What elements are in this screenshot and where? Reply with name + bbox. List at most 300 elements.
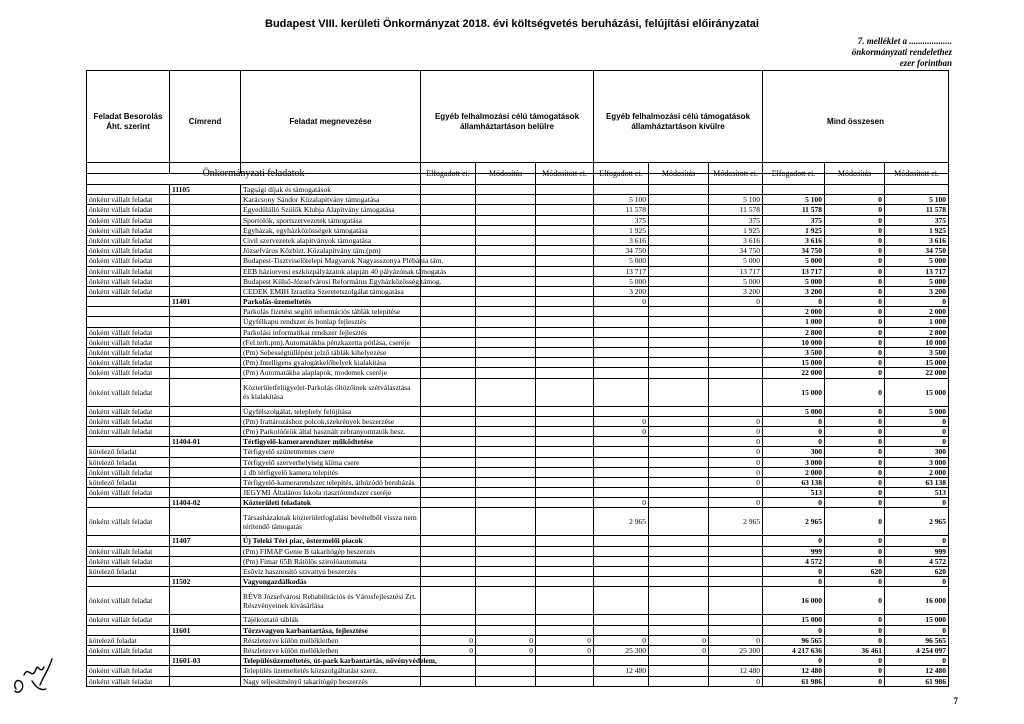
row-value-7: 999	[763, 546, 825, 556]
row-cimrend	[170, 235, 241, 245]
row-value-1	[421, 546, 476, 556]
row-value-1: 0	[421, 635, 476, 645]
row-task-name: Közterületi feladatok	[241, 498, 421, 508]
row-value-3	[536, 556, 594, 566]
row-classification: önként vállalt feladat	[87, 276, 170, 286]
header-allamhaztartason-kivulre: Egyéb felhalmozási célú támogatások államháztartáson kívülre	[594, 71, 763, 174]
row-value-9: 0	[885, 536, 949, 546]
row-value-7: 1 925	[763, 225, 825, 235]
row-cimrend	[170, 256, 241, 266]
row-value-5	[649, 307, 709, 317]
row-value-8: 0	[825, 577, 885, 587]
row-value-3	[536, 266, 594, 276]
row-value-4: 5 000	[594, 276, 649, 286]
row-value-5	[649, 426, 709, 436]
row-value-8: 0	[825, 437, 885, 447]
table-row	[87, 256, 949, 266]
row-value-4: 34 750	[594, 246, 649, 256]
row-task-name: Társasházaknak közterületfoglalási bevételből vissza nem térítendő támogatás	[241, 508, 421, 536]
header-table	[86, 70, 949, 174]
row-value-6: 0	[709, 437, 763, 447]
row-value-7: 0	[763, 625, 825, 635]
row-value-2	[476, 276, 536, 286]
row-cimrend	[170, 348, 241, 358]
row-classification: önként vállalt feladat	[87, 508, 170, 536]
row-value-4: 3 616	[594, 235, 649, 245]
table-row	[87, 225, 949, 235]
row-value-1	[421, 337, 476, 347]
row-value-9: 0	[885, 625, 949, 635]
row-cimrend	[170, 246, 241, 256]
row-cimrend	[170, 645, 241, 655]
row-value-5	[649, 378, 709, 406]
row-value-4	[594, 546, 649, 556]
row-value-8: 0	[825, 676, 885, 686]
table-row	[87, 266, 949, 276]
row-value-5	[649, 457, 709, 467]
row-value-4: 5 000	[594, 256, 649, 266]
row-value-2	[476, 546, 536, 556]
row-value-7: 2 000	[763, 307, 825, 317]
row-value-3	[536, 536, 594, 546]
row-value-3	[536, 317, 594, 327]
row-value-4	[594, 587, 649, 615]
row-value-1	[421, 358, 476, 368]
row-cimrend	[170, 195, 241, 205]
row-value-5	[649, 327, 709, 337]
table-row	[87, 215, 949, 225]
row-value-2	[476, 368, 536, 378]
row-value-9: 2 965	[885, 508, 949, 536]
row-value-1	[421, 457, 476, 467]
row-value-2	[476, 307, 536, 317]
row-value-4: 0	[594, 635, 649, 645]
row-value-3	[536, 477, 594, 487]
row-value-2	[476, 337, 536, 347]
row-value-9: 5 000	[885, 276, 949, 286]
row-value-4	[594, 488, 649, 498]
row-value-1	[421, 666, 476, 676]
row-classification: kötelező feladat	[87, 635, 170, 645]
row-cimrend	[170, 215, 241, 225]
row-value-5	[649, 656, 709, 666]
row-value-2	[476, 587, 536, 615]
row-value-2	[476, 358, 536, 368]
row-classification: önként vállalt feladat	[87, 546, 170, 556]
row-value-2	[476, 416, 536, 426]
row-value-6	[709, 577, 763, 587]
row-value-1	[421, 615, 476, 625]
row-classification	[87, 625, 170, 635]
table-row	[87, 457, 949, 467]
row-value-5	[649, 317, 709, 327]
row-value-9: 2 000	[885, 467, 949, 477]
row-task-name: Település üzemeltetés közszolgáltatást szerz.	[241, 666, 421, 676]
row-value-6: 3 200	[709, 286, 763, 296]
row-value-7: 11 578	[763, 205, 825, 215]
row-cimrend	[170, 276, 241, 286]
row-value-1	[421, 437, 476, 447]
row-classification	[87, 437, 170, 447]
row-classification: önként vállalt feladat	[87, 327, 170, 337]
row-cimrend	[170, 508, 241, 536]
row-value-5	[649, 577, 709, 587]
row-value-5	[649, 235, 709, 245]
table-row	[87, 235, 949, 245]
row-value-2	[476, 225, 536, 235]
row-value-5	[649, 358, 709, 368]
row-value-8: 0	[825, 368, 885, 378]
row-value-5	[649, 215, 709, 225]
row-cimrend	[170, 225, 241, 235]
row-value-8: 0	[825, 587, 885, 615]
row-value-7: 16 000	[763, 587, 825, 615]
row-value-4	[594, 676, 649, 686]
row-value-9: 1 925	[885, 225, 949, 235]
row-classification: önként vállalt feladat	[87, 256, 170, 266]
row-cimrend	[170, 406, 241, 416]
row-value-8: 0	[825, 615, 885, 625]
row-classification	[87, 498, 170, 508]
table-row	[87, 635, 949, 645]
section-row	[87, 625, 949, 635]
header-feladat-besorolas: Feladat Besorolás Áht. szerint	[87, 71, 170, 174]
row-value-8: 0	[825, 467, 885, 477]
table-row	[87, 447, 949, 457]
row-value-1	[421, 577, 476, 587]
row-value-7: 61 986	[763, 676, 825, 686]
row-value-9: 999	[885, 546, 949, 556]
row-value-4	[594, 567, 649, 577]
row-value-4: 375	[594, 215, 649, 225]
row-value-3	[536, 215, 594, 225]
row-value-4	[594, 457, 649, 467]
row-value-8: 0	[825, 225, 885, 235]
row-value-3	[536, 457, 594, 467]
col-modositott-3: Módosított ei.	[885, 163, 949, 185]
column-header-row	[87, 163, 949, 185]
row-value-9: 15 000	[885, 378, 949, 406]
row-value-2	[476, 615, 536, 625]
row-classification: önként vállalt feladat	[87, 615, 170, 625]
col-modositas-1: Módosítás	[476, 163, 536, 185]
row-value-8: 0	[825, 416, 885, 426]
col-elfogadott-2: Elfogadott ei.	[594, 163, 649, 185]
table-row	[87, 508, 949, 536]
row-value-2	[476, 286, 536, 296]
row-classification: önként vállalt feladat	[87, 348, 170, 358]
row-task-name: Térfigyelő szerverhelyiség klíma csere	[241, 457, 421, 467]
row-value-7: 3 500	[763, 348, 825, 358]
row-value-7: 10 000	[763, 337, 825, 347]
row-value-6	[709, 546, 763, 556]
row-value-6	[709, 337, 763, 347]
row-value-9	[885, 185, 949, 195]
row-task-name: Nagy teljesítményű takarítógép beszerzés	[241, 676, 421, 686]
row-cimrend	[170, 307, 241, 317]
row-value-8: 0	[825, 327, 885, 337]
row-value-4: 25 300	[594, 645, 649, 655]
row-classification: önként vállalt feladat	[87, 358, 170, 368]
row-value-5	[649, 467, 709, 477]
row-value-1	[421, 307, 476, 317]
row-cimrend	[170, 327, 241, 337]
document-title: Budapest VIII. kerületi Önkormányzat 2018. évi költségvetés beruházási, felújítási előirányzatai	[265, 18, 759, 30]
row-value-7: 5 000	[763, 256, 825, 266]
row-value-2	[476, 536, 536, 546]
row-value-1	[421, 508, 476, 536]
row-classification	[87, 577, 170, 587]
row-value-1	[421, 587, 476, 615]
row-cimrend	[170, 358, 241, 368]
row-value-2	[476, 348, 536, 358]
row-task-name: Közterületfelügyelet-Parkolás öltözőinek szétválasztása és kialakítása	[241, 378, 421, 406]
row-value-1	[421, 205, 476, 215]
row-value-8: 0	[825, 307, 885, 317]
row-value-2	[476, 567, 536, 577]
row-value-7: 0	[763, 536, 825, 546]
row-value-7: 300	[763, 447, 825, 457]
row-value-1: 0	[421, 645, 476, 655]
row-task-name: Új Teleki Téri piac, östermelői piacok	[241, 536, 421, 546]
row-value-2: 0	[476, 645, 536, 655]
header-cimrend: Címrend	[170, 71, 241, 174]
row-classification: kötelező feladat	[87, 447, 170, 457]
row-value-9: 300	[885, 447, 949, 457]
row-value-8: 0	[825, 508, 885, 536]
row-task-name: Karácsony Sándor Közalapítvány támogatása	[241, 195, 421, 205]
row-value-5	[649, 498, 709, 508]
row-value-6: 0	[709, 416, 763, 426]
table-row	[87, 246, 949, 256]
row-task-name: Térfigyelő-kamerarendszer működtetése	[241, 437, 421, 447]
row-cimrend: 11401	[170, 297, 241, 307]
row-value-6: 375	[709, 215, 763, 225]
row-classification: önként vállalt feladat	[87, 246, 170, 256]
budget-table	[86, 162, 949, 687]
table-row	[87, 587, 949, 615]
table-row	[87, 358, 949, 368]
row-classification: önként vállalt feladat	[87, 205, 170, 215]
row-value-4: 2 965	[594, 508, 649, 536]
row-task-name: (Pm) Parkolóőrök által használt zebranyomtatók besz.	[241, 426, 421, 436]
row-value-8: 0	[825, 266, 885, 276]
row-value-8: 0	[825, 337, 885, 347]
row-value-4: 12 480	[594, 666, 649, 676]
row-value-7: 0	[763, 437, 825, 447]
row-classification: önként vállalt feladat	[87, 666, 170, 676]
row-value-7: 0	[763, 656, 825, 666]
row-value-1	[421, 327, 476, 337]
row-value-6: 0	[709, 297, 763, 307]
row-value-6	[709, 378, 763, 406]
row-cimrend	[170, 266, 241, 276]
row-value-4	[594, 467, 649, 477]
row-task-name: Térfigyelő-kamerarendszer telepítés, áthúzódó beruházás	[241, 477, 421, 487]
row-task-name: Parkolás fizetést segítő információs táblák telepítése	[241, 307, 421, 317]
row-value-2	[476, 426, 536, 436]
row-cimrend: 11502	[170, 577, 241, 587]
row-value-2	[476, 656, 536, 666]
row-value-4: 0	[594, 498, 649, 508]
row-value-1	[421, 317, 476, 327]
row-cimrend	[170, 556, 241, 566]
row-value-3	[536, 447, 594, 457]
row-task-name: Tájékoztató táblák	[241, 615, 421, 625]
row-value-5	[649, 256, 709, 266]
row-value-9: 620	[885, 567, 949, 577]
row-value-7: 3 000	[763, 457, 825, 467]
row-value-4	[594, 337, 649, 347]
table-row	[87, 276, 949, 286]
row-value-4	[594, 307, 649, 317]
row-value-4	[594, 577, 649, 587]
table-row	[87, 195, 949, 205]
row-value-1	[421, 447, 476, 457]
row-value-3	[536, 368, 594, 378]
row-value-3	[536, 625, 594, 635]
row-value-5	[649, 297, 709, 307]
row-value-9: 0	[885, 498, 949, 508]
row-value-3	[536, 615, 594, 625]
row-value-3	[536, 508, 594, 536]
row-value-4: 11 578	[594, 205, 649, 215]
row-classification: önként vállalt feladat	[87, 266, 170, 276]
row-value-3	[536, 437, 594, 447]
row-value-1	[421, 297, 476, 307]
row-value-1	[421, 225, 476, 235]
row-cimrend	[170, 666, 241, 676]
row-classification	[87, 536, 170, 546]
row-cimrend: 11404-02	[170, 498, 241, 508]
row-cimrend	[170, 337, 241, 347]
row-value-2	[476, 297, 536, 307]
row-value-6: 34 750	[709, 246, 763, 256]
row-value-6	[709, 488, 763, 498]
col-modositas-2: Módosítás	[649, 163, 709, 185]
col-elfogadott-1: Elfogadott ei.	[421, 163, 476, 185]
row-cimrend	[170, 457, 241, 467]
row-value-9: 375	[885, 215, 949, 225]
row-value-9: 0	[885, 437, 949, 447]
row-value-6	[709, 307, 763, 317]
row-task-name: Parkolási informatikai rendszer fejlesztés	[241, 327, 421, 337]
row-value-8: 0	[825, 426, 885, 436]
row-value-3	[536, 567, 594, 577]
row-value-3	[536, 577, 594, 587]
row-value-1	[421, 467, 476, 477]
row-value-8: 0	[825, 195, 885, 205]
row-value-4	[594, 447, 649, 457]
table-row	[87, 676, 949, 686]
row-value-3	[536, 406, 594, 416]
row-cimrend	[170, 368, 241, 378]
row-classification: kötelező feladat	[87, 567, 170, 577]
row-value-1	[421, 536, 476, 546]
row-classification	[87, 297, 170, 307]
row-value-8: 0	[825, 276, 885, 286]
row-value-7: 2 000	[763, 467, 825, 477]
row-value-7: 12 480	[763, 666, 825, 676]
row-value-7: 0	[763, 426, 825, 436]
row-value-2	[476, 406, 536, 416]
row-value-8: 0	[825, 378, 885, 406]
row-value-2	[476, 205, 536, 215]
table-row	[87, 567, 949, 577]
row-value-8: 0	[825, 256, 885, 266]
row-value-5: 0	[649, 645, 709, 655]
row-value-7: 3 200	[763, 286, 825, 296]
row-value-4: 13 717	[594, 266, 649, 276]
row-cimrend	[170, 317, 241, 327]
row-task-name: (Pm) Fimar 65B Rátölős szirolóautomata	[241, 556, 421, 566]
row-value-9: 3 000	[885, 457, 949, 467]
row-value-4	[594, 348, 649, 358]
row-value-4: 0	[594, 426, 649, 436]
row-task-name: 1 db térfigyelő kamera telepítés	[241, 467, 421, 477]
row-value-7: 3 616	[763, 235, 825, 245]
section-row	[87, 577, 949, 587]
row-value-7: 375	[763, 215, 825, 225]
row-cimrend	[170, 488, 241, 498]
row-value-9: 22 000	[885, 368, 949, 378]
row-value-3	[536, 348, 594, 358]
row-value-6	[709, 556, 763, 566]
row-value-7: 0	[763, 498, 825, 508]
row-value-3	[536, 307, 594, 317]
row-value-7: 22 000	[763, 368, 825, 378]
row-value-8: 0	[825, 457, 885, 467]
row-value-5	[649, 348, 709, 358]
row-value-9: 13 717	[885, 266, 949, 276]
row-classification: önként vállalt feladat	[87, 645, 170, 655]
row-cimrend	[170, 587, 241, 615]
row-value-7: 15 000	[763, 615, 825, 625]
row-value-7: 2 965	[763, 508, 825, 536]
row-cimrend	[170, 477, 241, 487]
table-row	[87, 205, 949, 215]
row-value-6: 5 000	[709, 256, 763, 266]
row-value-7: 15 000	[763, 358, 825, 368]
row-classification: önként vállalt feladat	[87, 235, 170, 245]
row-value-2	[476, 477, 536, 487]
row-value-5	[649, 225, 709, 235]
col-modositott-2: Módosított ei.	[709, 163, 763, 185]
row-value-5	[649, 368, 709, 378]
row-value-2	[476, 467, 536, 477]
row-value-7: 15 000	[763, 378, 825, 406]
row-value-8: 0	[825, 205, 885, 215]
row-value-9: 11 578	[885, 205, 949, 215]
row-value-9: 2 800	[885, 327, 949, 337]
row-value-9: 16 000	[885, 587, 949, 615]
row-task-name: Ügyfélszolgálat, telephely felújítása	[241, 406, 421, 416]
row-classification	[87, 317, 170, 327]
handwritten-signature	[10, 645, 56, 705]
row-value-8: 620	[825, 567, 885, 577]
row-cimrend: 11105	[170, 185, 241, 195]
row-value-3	[536, 546, 594, 556]
section-row	[87, 536, 949, 546]
row-value-1	[421, 235, 476, 245]
table-row	[87, 307, 949, 317]
row-value-2: 0	[476, 635, 536, 645]
row-value-7: 0	[763, 297, 825, 307]
row-value-6: 0	[709, 467, 763, 477]
row-classification: kötelező feladat	[87, 477, 170, 487]
row-value-6: 3 616	[709, 235, 763, 245]
col-modositott-1: Módosított ei.	[536, 163, 594, 185]
